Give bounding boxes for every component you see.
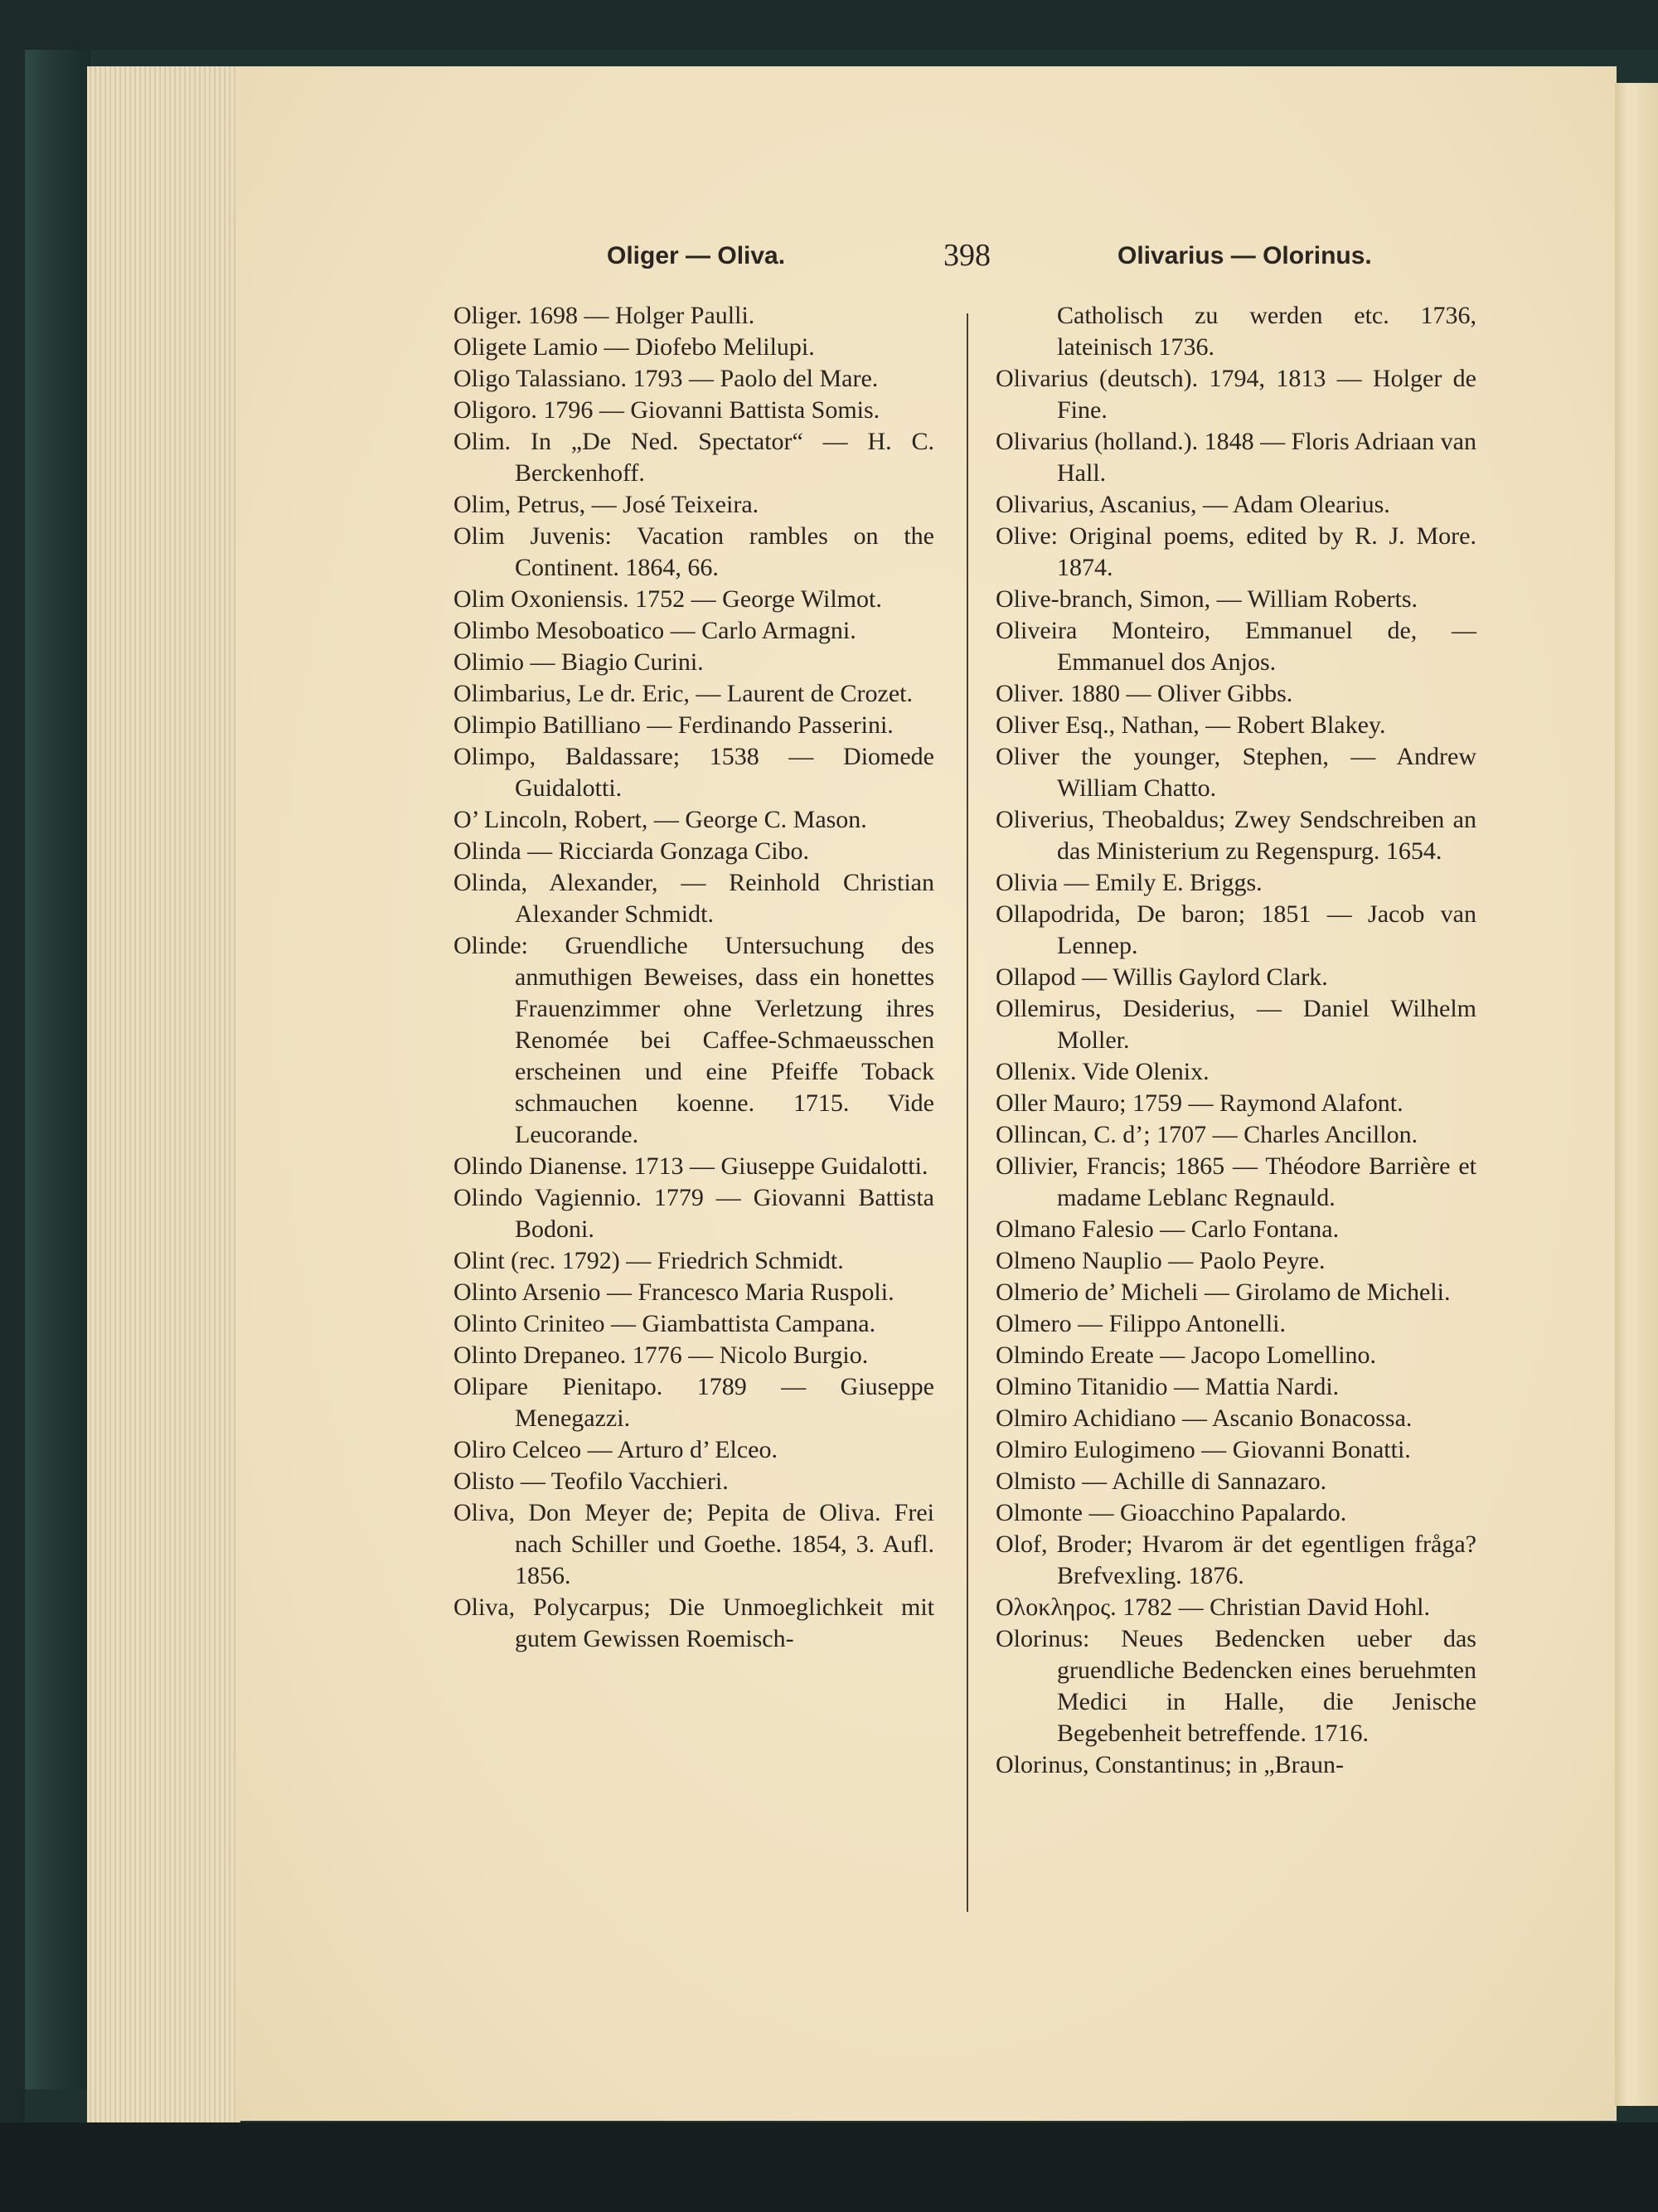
- index-entry: Olivarius (deutsch). 1794, 1813 — Holger de Fine.: [996, 365, 1476, 424]
- index-entry: Olmeno Nauplio — Paolo Peyre.: [996, 1247, 1326, 1274]
- index-entry: Olivia — Emily E. Briggs.: [996, 869, 1263, 896]
- index-entry: Olindo Vagiennio. 1779 — Giovanni Battista Bodoni.: [453, 1184, 934, 1243]
- index-entry: Oller Mauro; 1759 — Raymond Alafont.: [996, 1089, 1403, 1117]
- index-entry: Olimpo, Baldassare; 1538 — Diomede Guidalotti.: [453, 743, 934, 802]
- running-head-right: Olivarius — Olorinus.: [1117, 242, 1372, 269]
- index-entry: Oliver the younger, Stephen, — Andrew William Chatto.: [996, 743, 1476, 802]
- running-head-left: Oliger — Oliva.: [607, 242, 786, 269]
- index-entry: Olimio — Biagio Curini.: [453, 648, 704, 676]
- index-entry: Olinto Criniteo — Giambattista Campana.: [453, 1310, 876, 1337]
- index-entry: O’ Lincoln, Robert, — George C. Mason.: [453, 806, 867, 833]
- page-number: 398: [943, 238, 991, 273]
- index-entry: Olof, Broder; Hvarom är det egentligen fråga? Brefvexling. 1876.: [996, 1530, 1476, 1589]
- index-entry: Olmiro Achidiano — Ascanio Bonacossa.: [996, 1404, 1413, 1432]
- index-entry: Oligoro. 1796 — Giovanni Battista Somis.: [453, 396, 880, 424]
- index-entry: Oliverius, Theobaldus; Zwey Sendschreiben an das Ministerium zu Regenspurg. 1654.: [996, 806, 1476, 865]
- index-entry: Oliva, Don Meyer de; Pepita de Oliva. Frei nach Schiller und Goethe. 1854, 3. Aufl. 1856.: [453, 1499, 934, 1589]
- cover-spine-edge: [25, 50, 91, 2089]
- index-entry: Olivarius (holland.). 1848 — Floris Adriaan van Hall.: [996, 428, 1476, 487]
- index-entry: Ollenix. Vide Olenix.: [996, 1058, 1210, 1085]
- index-entry: Oligo Talassiano. 1793 — Paolo del Mare.: [453, 365, 879, 392]
- index-entry: Olimbarius, Le dr. Eric, — Laurent de Crozet.: [453, 680, 913, 707]
- index-entry: Olmano Falesio — Carlo Fontana.: [996, 1215, 1340, 1243]
- background-bottom: [0, 2122, 1658, 2212]
- next-page-edge: [1615, 83, 1658, 2106]
- index-entry: Ollincan, C. d’; 1707 — Charles Ancillon.: [996, 1121, 1418, 1148]
- index-entry: Oligete Lamio — Diofebo Melilupi.: [453, 333, 815, 361]
- index-entry: Olmerio de’ Micheli — Girolamo de Micheli.: [996, 1278, 1451, 1306]
- index-entry: Olisto — Teofilo Vacchieri.: [453, 1467, 729, 1495]
- index-entry: Olipare Pienitapo. 1789 — Giuseppe Menegazzi.: [453, 1373, 934, 1432]
- index-entry: Olorinus: Neues Bedencken ueber das gruendliche Bedencken eines beruehmten Medici in Halle, die Jenische Begebenheit betreffende. 1716.: [996, 1625, 1476, 1747]
- index-entry: Olindo Dianense. 1713 — Giuseppe Guidalotti.: [453, 1152, 928, 1180]
- index-entry: Ολοκληρος. 1782 — Christian David Hohl.: [996, 1594, 1430, 1621]
- index-entry: Catholisch zu werden etc. 1736, lateinisch 1736.: [1057, 302, 1476, 361]
- index-entry: Ollapod — Willis Gaylord Clark.: [996, 963, 1328, 991]
- index-entry: Ollapodrida, De baron; 1851 — Jacob van Lennep.: [996, 900, 1476, 959]
- index-entry: Olive: Original poems, edited by R. J. More. 1874.: [996, 522, 1476, 581]
- index-entry: Oliger. 1698 — Holger Paulli.: [453, 302, 755, 329]
- index-entry: Oliro Celceo — Arturo d’ Elceo.: [453, 1436, 778, 1463]
- column-divider: [967, 313, 968, 1912]
- index-entry: Olmino Titanidio — Mattia Nardi.: [996, 1373, 1340, 1400]
- index-entry: Oliver Esq., Nathan, — Robert Blakey.: [996, 711, 1386, 739]
- left-column: [453, 300, 934, 1655]
- index-entry: Olivarius, Ascanius, — Adam Olearius.: [996, 491, 1390, 518]
- index-entry: Olint (rec. 1792) — Friedrich Schmidt.: [453, 1247, 844, 1274]
- index-entry: Olmisto — Achille di Sannazaro.: [996, 1467, 1327, 1495]
- index-entry: Olinda, Alexander, — Reinhold Christian Alexander Schmidt.: [453, 869, 934, 928]
- index-entry: Olinto Arsenio — Francesco Maria Ruspoli.: [453, 1278, 894, 1306]
- index-entry: Oliva, Polycarpus; Die Unmoeglichkeit mit gutem Gewissen Roemisch-: [453, 1594, 934, 1652]
- index-entry: Olimbo Mesoboatico — Carlo Armagni.: [453, 617, 856, 644]
- index-entry: Olmero — Filippo Antonelli.: [996, 1310, 1286, 1337]
- index-entry: Olim, Petrus, — José Teixeira.: [453, 491, 759, 518]
- index-entry: Ollemirus, Desiderius, — Daniel Wilhelm Moller.: [996, 995, 1476, 1054]
- index-entry: Oliver. 1880 — Oliver Gibbs.: [996, 680, 1293, 707]
- right-column: [996, 300, 1476, 1781]
- index-entry: Ollivier, Francis; 1865 — Théodore Barrière et madame Leblanc Regnauld.: [996, 1152, 1476, 1211]
- index-entry: Olorinus, Constantinus; in „Braun-: [996, 1751, 1344, 1778]
- index-entry: Olmiro Eulogimeno — Giovanni Bonatti.: [996, 1436, 1411, 1463]
- index-entry: Olimpio Batilliano — Ferdinando Passerini.: [453, 711, 894, 739]
- index-entry: Olive-branch, Simon, — William Roberts.: [996, 585, 1418, 613]
- page-edges: [87, 66, 240, 2122]
- index-entry: Oliveira Monteiro, Emmanuel de, — Emmanuel dos Anjos.: [996, 617, 1476, 676]
- index-entry: Olinto Drepaneo. 1776 — Nicolo Burgio.: [453, 1341, 869, 1369]
- index-entry: Olim Oxoniensis. 1752 — George Wilmot.: [453, 585, 882, 613]
- index-entry: Olim. In „De Ned. Spectator“ — H. C. Berckenhoff.: [453, 428, 934, 487]
- index-entry: Olinda — Ricciarda Gonzaga Cibo.: [453, 837, 810, 865]
- index-entry: Olmindo Ereate — Jacopo Lomellino.: [996, 1341, 1377, 1369]
- index-entry: Olim Juvenis: Vacation rambles on the Continent. 1864, 66.: [453, 522, 934, 581]
- index-entry: Olinde: Gruendliche Untersuchung des anmuthigen Beweises, dass ein honettes Frauenzimmer ohne Verletzung ihres Renomée bei Caffee-Schmaeusschen erscheinen und eine Pfeiffe Toback schmauchen koenne. 1715. Vide Leucorande.: [453, 932, 934, 1148]
- index-entry: Olmonte — Gioacchino Papalardo.: [996, 1499, 1347, 1526]
